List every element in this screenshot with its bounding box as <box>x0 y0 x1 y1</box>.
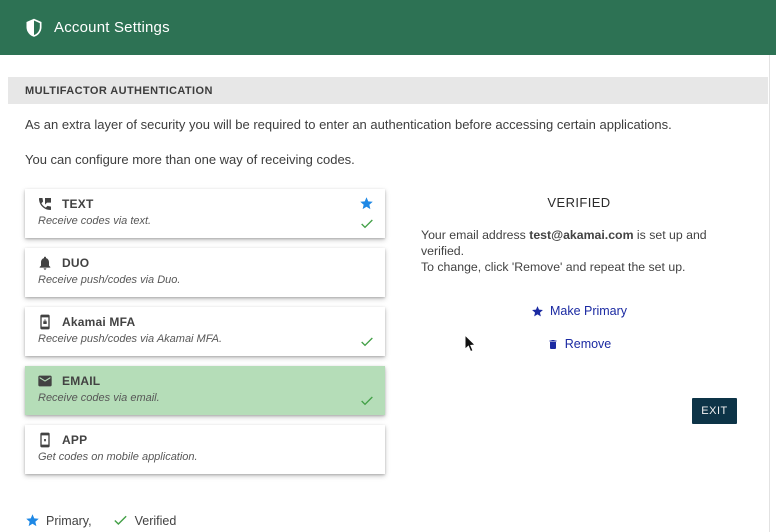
intro-line-2: You can configure more than one way of receiving codes. <box>25 152 355 167</box>
verified-line2: To change, click 'Remove' and repeat the set up. <box>421 260 686 274</box>
phone-lock-icon <box>37 314 53 330</box>
legend-verified-label: Verified <box>134 513 177 528</box>
mfa-card-subtitle: Receive push/codes via Akamai MFA. <box>38 333 223 345</box>
mfa-card-subtitle: Receive codes via text. <box>38 215 152 227</box>
mfa-card-title: Akamai MFA <box>62 315 136 329</box>
mfa-card-title: EMAIL <box>62 374 101 388</box>
mfa-card-email[interactable] <box>25 366 385 415</box>
phone-message-icon <box>37 196 53 212</box>
legend-check-icon <box>112 512 129 529</box>
page-title: Account Settings <box>54 19 170 36</box>
verified-check-icon <box>359 216 375 232</box>
verified-line1-suffix: is set up and verified. <box>421 228 707 258</box>
mfa-card-subtitle: Receive codes via email. <box>38 392 160 404</box>
mfa-card-subtitle: Get codes on mobile application. <box>38 451 198 463</box>
mfa-card-subtitle: Receive push/codes via Duo. <box>38 274 181 286</box>
verified-description <box>421 227 737 275</box>
smartphone-icon <box>37 432 53 448</box>
legend-star-icon <box>25 513 40 528</box>
mfa-card-text[interactable] <box>25 189 385 238</box>
primary-star-icon <box>359 196 374 211</box>
verified-panel <box>385 189 776 484</box>
mfa-card-title: DUO <box>62 256 90 270</box>
section-title: MULTIFACTOR AUTHENTICATION <box>25 84 213 97</box>
intro-line-1: As an extra layer of security you will be required to enter an authentication before accessing certain applications. <box>25 117 672 132</box>
shield-icon <box>24 18 44 38</box>
section-header <box>8 77 768 104</box>
exit-button[interactable]: EXIT <box>692 398 737 424</box>
mfa-method-list <box>25 189 385 484</box>
verified-check-icon <box>359 393 375 409</box>
trash-icon <box>547 338 559 351</box>
remove-link[interactable] <box>421 337 737 351</box>
app-header <box>0 0 776 55</box>
mfa-card-duo[interactable] <box>25 248 385 297</box>
make-primary-label: Make Primary <box>549 304 628 318</box>
verified-check-icon <box>359 334 375 350</box>
make-primary-link[interactable] <box>421 304 737 318</box>
legend-primary-label: Primary, <box>46 513 92 528</box>
verified-line1-prefix: Your email address <box>421 228 530 242</box>
remove-label: Remove <box>564 337 612 351</box>
mfa-card-title: TEXT <box>62 197 94 211</box>
star-icon <box>531 305 544 318</box>
bell-icon <box>37 255 53 271</box>
mfa-card-title: APP <box>62 433 88 447</box>
email-address: test@akamai.com <box>529 228 634 242</box>
mfa-card-akamai-mfa[interactable] <box>25 307 385 356</box>
envelope-icon <box>37 373 53 389</box>
status-heading: VERIFIED <box>547 195 611 210</box>
legend <box>25 512 776 529</box>
mfa-content <box>0 189 776 484</box>
mfa-card-app[interactable] <box>25 425 385 474</box>
